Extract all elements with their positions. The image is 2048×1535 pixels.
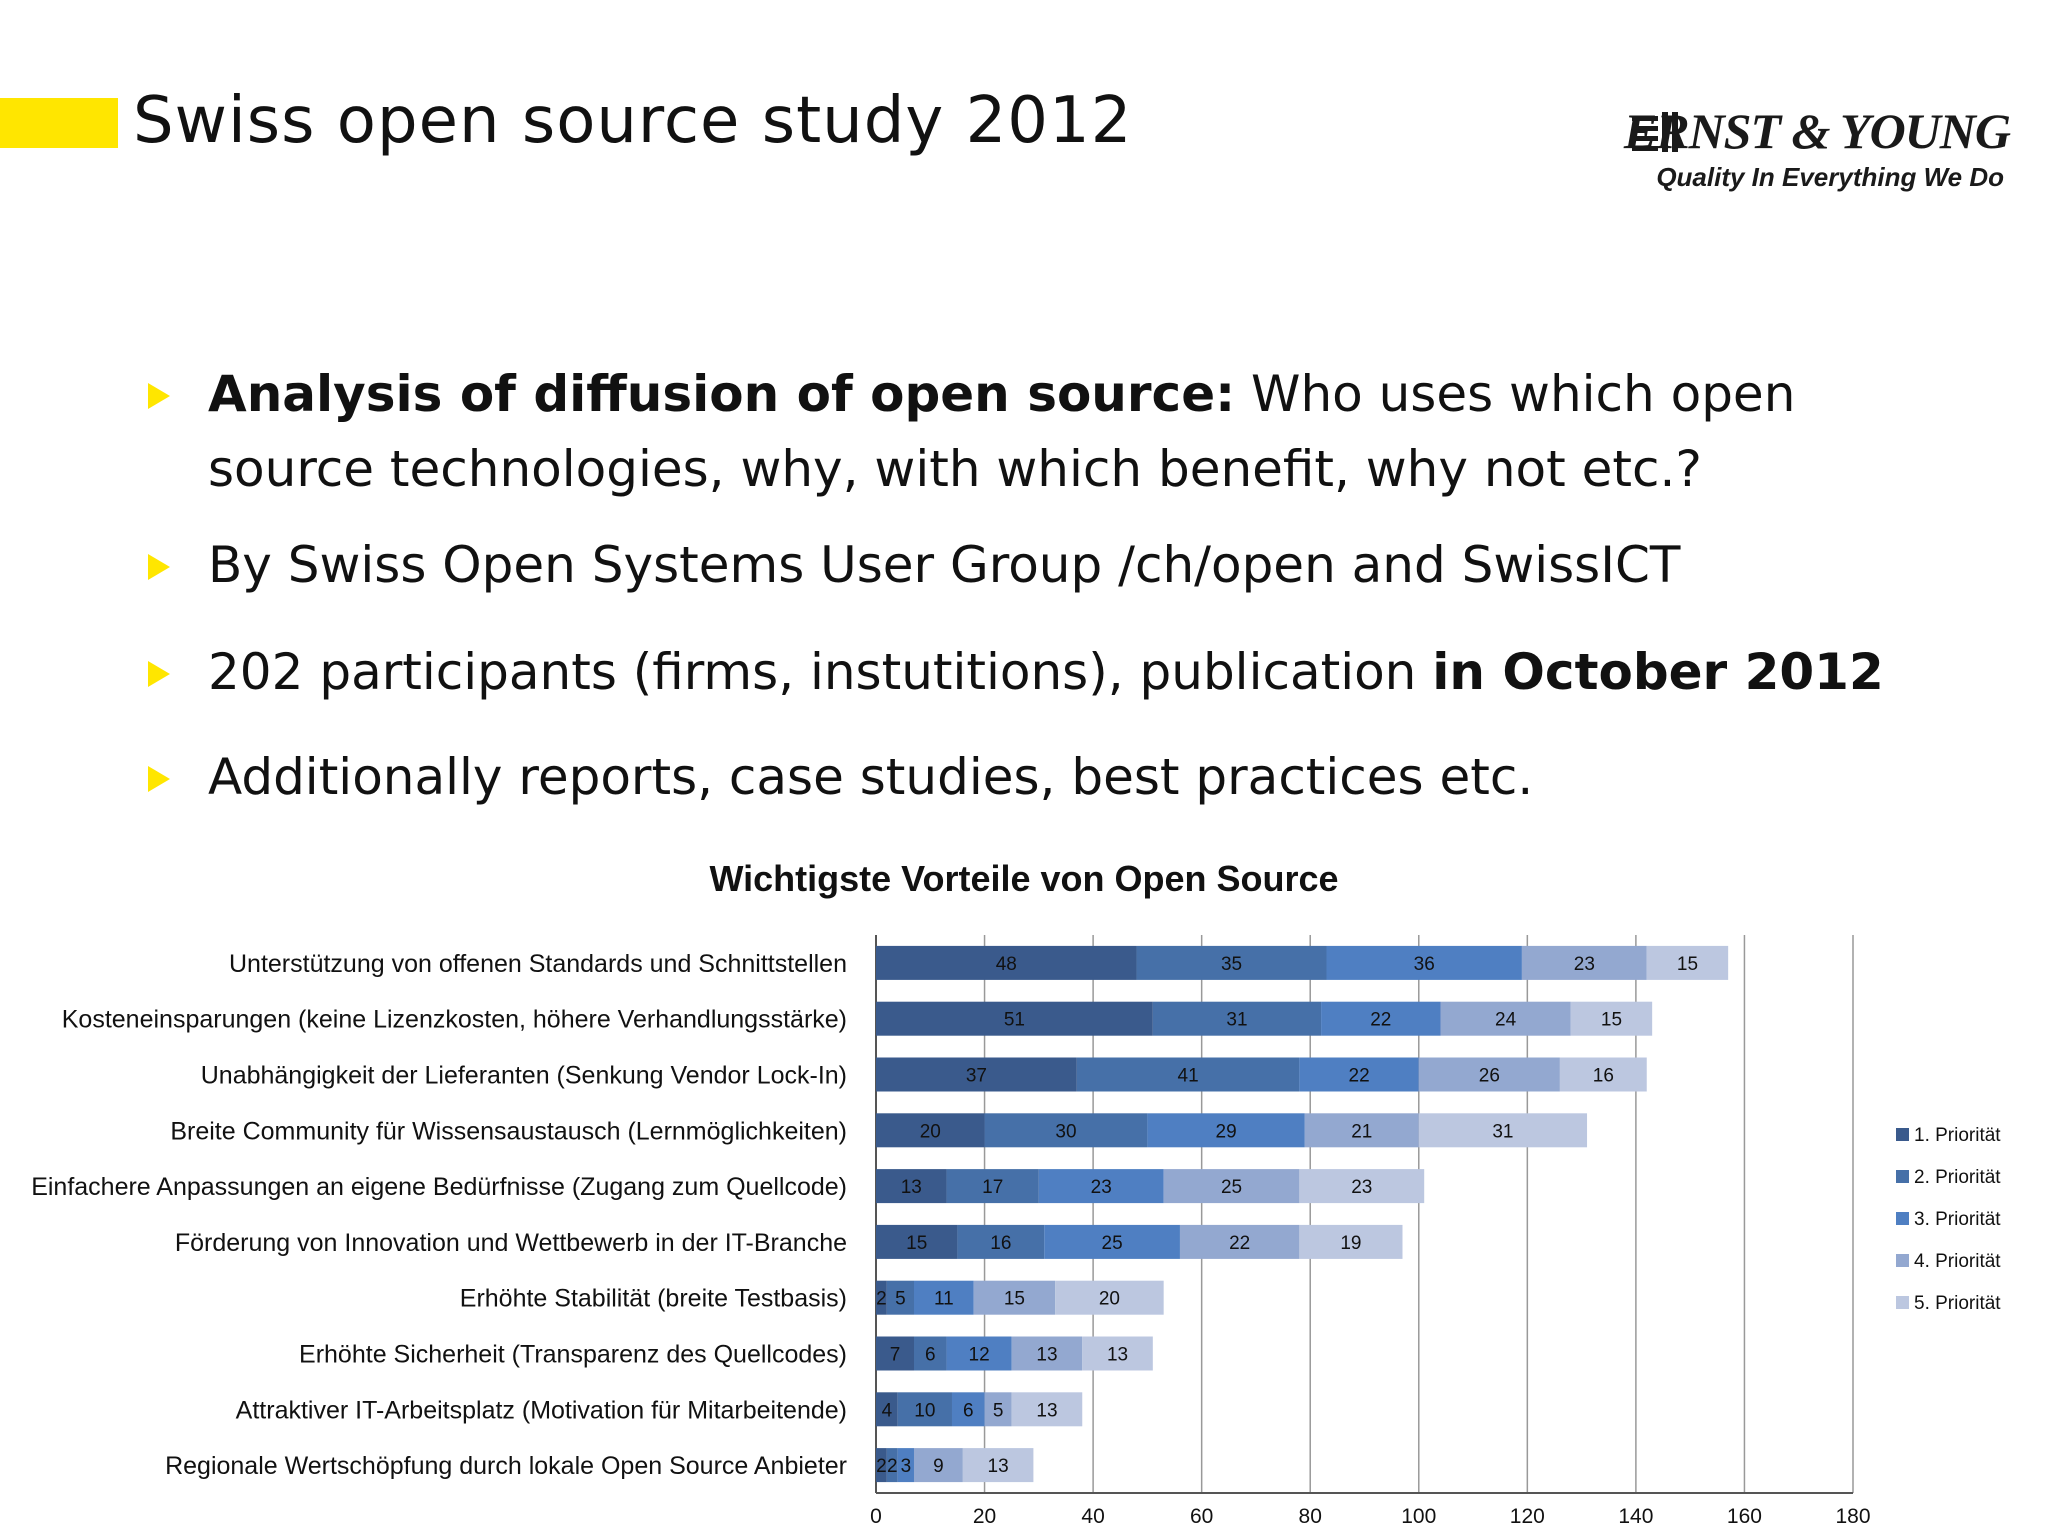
data-label: 13 <box>987 1456 1009 1478</box>
data-label: 15 <box>906 1232 928 1254</box>
legend-label: 2. Priorität <box>1914 1167 2001 1188</box>
data-label: 48 <box>995 953 1017 975</box>
data-label: 41 <box>1177 1065 1199 1087</box>
data-label: 2 <box>876 1288 887 1310</box>
data-label: 23 <box>1090 1177 1112 1199</box>
data-label: 2 <box>886 1456 898 1478</box>
data-label: 15 <box>1003 1288 1025 1310</box>
data-label: 15 <box>1676 953 1699 975</box>
data-label: 15 <box>1600 1009 1623 1031</box>
data-label: 35 <box>1220 953 1243 975</box>
data-label: 19 <box>1340 1232 1362 1254</box>
category-label: Erhöhte Sicherheit (Transparenz des Quellcodes) <box>299 1340 847 1369</box>
category-label: Breite Community für Wissensaustausch (Lernmöglichkeiten) <box>170 1117 847 1146</box>
x-tick-label: 100 <box>1401 1505 1437 1528</box>
x-tick-label: 40 <box>1081 1505 1105 1528</box>
legend-label: 4. Priorität <box>1914 1251 2001 1272</box>
data-label: 11 <box>933 1288 954 1310</box>
data-label: 29 <box>1215 1121 1237 1143</box>
data-label: 13 <box>1106 1344 1129 1366</box>
legend-swatch <box>1896 1128 1909 1141</box>
data-label: 22 <box>1229 1232 1251 1254</box>
category-label: Unabhängigkeit der Lieferanten (Senkung Vendor Lock-In) <box>200 1061 847 1090</box>
data-label: 16 <box>990 1232 1012 1254</box>
data-label: 12 <box>968 1344 990 1366</box>
legend-label: 5. Priorität <box>1914 1293 2001 1314</box>
category-label: Förderung von Innovation und Wettbewerb in der IT-Branche <box>174 1228 847 1257</box>
data-label: 5 <box>895 1288 906 1310</box>
data-label: 30 <box>1055 1121 1077 1143</box>
data-label: 5 <box>992 1400 1004 1422</box>
data-label: 31 <box>1492 1121 1514 1143</box>
legend-swatch <box>1896 1170 1909 1183</box>
category-label: Erhöhte Stabilität (breite Testbasis) <box>459 1284 847 1313</box>
data-label: 7 <box>889 1344 901 1366</box>
bullet-bold-text: in October 2012 <box>1432 643 1884 701</box>
x-tick-label: 160 <box>1726 1505 1762 1528</box>
data-label: 24 <box>1495 1009 1517 1031</box>
legend-swatch <box>1896 1296 1909 1309</box>
data-label: 36 <box>1413 953 1435 975</box>
bullet-text: 202 participants (firms, instutitions), publication <box>208 643 1433 701</box>
data-label: 23 <box>1351 1177 1373 1199</box>
legend-label: 3. Priorität <box>1914 1209 2001 1230</box>
legend-swatch <box>1896 1212 1909 1225</box>
data-label: 21 <box>1351 1121 1373 1143</box>
data-label: 3 <box>900 1456 912 1478</box>
data-label: 13 <box>1036 1344 1058 1366</box>
bullet-text: Additionally reports, case studies, best practices etc. <box>208 748 1534 806</box>
data-label: 13 <box>1036 1400 1058 1422</box>
category-label: Kosteneinsparungen (keine Lizenzkosten, höhere Verhandlungsstärke) <box>61 1005 847 1034</box>
x-tick-label: 60 <box>1189 1505 1214 1528</box>
category-label: Regionale Wertschöpfung durch lokale Open Source Anbieter <box>165 1452 847 1481</box>
logo-wordmark: ERNST & YOUNG <box>1623 103 2010 159</box>
data-label: 6 <box>962 1400 974 1422</box>
bullet-bold-text: Analysis of diffusion of open source: <box>208 365 1236 423</box>
data-label: 26 <box>1478 1065 1500 1087</box>
data-label: 20 <box>919 1121 941 1143</box>
data-label: 2 <box>876 1456 887 1478</box>
x-tick-label: 80 <box>1298 1505 1322 1528</box>
data-label: 17 <box>982 1177 1004 1199</box>
data-label: 23 <box>1573 953 1595 975</box>
data-label: 20 <box>1098 1288 1120 1310</box>
data-label: 10 <box>914 1400 936 1422</box>
x-tick-label: 120 <box>1509 1505 1545 1528</box>
data-label: 22 <box>1348 1065 1370 1087</box>
legend-label: 1. Priorität <box>1914 1125 2001 1146</box>
category-label: Unterstützung von offenen Standards und Schnittstellen <box>228 949 847 978</box>
data-label: 6 <box>924 1344 936 1366</box>
logo-tagline: Quality In Everything We Do <box>1656 162 2004 192</box>
data-label: 25 <box>1220 1177 1243 1199</box>
chart-title: Wichtigste Vorteile von Open Source <box>709 858 1339 899</box>
legend-swatch <box>1896 1254 1909 1267</box>
x-tick-label: 140 <box>1618 1505 1654 1528</box>
x-tick-label: 0 <box>870 1505 882 1528</box>
data-label: 51 <box>1003 1009 1025 1031</box>
slide-title: Swiss open source study 2012 <box>133 84 1133 158</box>
category-label: Einfachere Anpassungen an eigene Bedürfnisse (Zugang zum Quellcode) <box>31 1173 847 1202</box>
data-label: 31 <box>1226 1009 1248 1031</box>
x-tick-label: 20 <box>972 1505 997 1528</box>
x-tick-label: 180 <box>1835 1505 1871 1528</box>
bullet-text: Who uses which open source technologies, why, with which benefit, why not etc.? <box>208 365 1796 498</box>
data-label: 4 <box>881 1400 893 1422</box>
bullet-text: By Swiss Open Systems User Group /ch/open and SwissICT <box>208 536 1681 594</box>
data-label: 9 <box>933 1456 944 1478</box>
data-label: 22 <box>1370 1009 1392 1031</box>
data-label: 16 <box>1592 1065 1614 1087</box>
category-label: Attraktiver IT-Arbeitsplatz (Motivation für Mitarbeitende) <box>235 1396 847 1425</box>
data-label: 37 <box>965 1065 987 1087</box>
data-label: 25 <box>1101 1232 1123 1254</box>
data-label: 13 <box>900 1177 922 1199</box>
